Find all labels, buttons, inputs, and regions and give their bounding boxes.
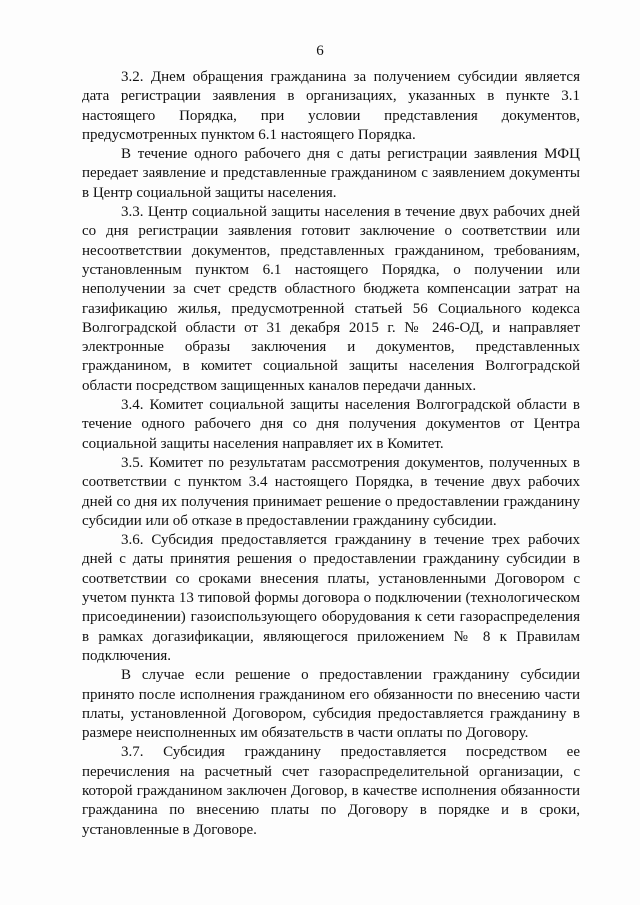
paragraph-partial-payment: В случае если решение о предоставлении гражданину субсидии принято после исполнения гражданином его обязанности по внесению части платы, установленной Договором, субсидия предоставляется гражданину в размере неисполненных им обязательств в части оплаты по Договору. [82, 667, 580, 742]
paragraph-3-4: 3.4. Комитет социальной защиты населения Волгоградской области в течение одного рабочего дня со дня получения документов от Центра социальной защиты населения направляет их в Комитет. [82, 397, 580, 452]
paragraph-3-6: 3.6. Субсидия предоставляется гражданину в течение трех рабочих дней с даты принятия решения о предоставлении гражданину субсидии в соответствии со сроками внесения платы, установленными Договором с учетом пункта 13 типовой формы договора о подключении (технологическом присоединении) газоиспользующего оборудования к сети газораспределения в рамках догазификации, являющегося приложением № 8 к Правилам подключения. [82, 532, 580, 664]
document-body [82, 68, 580, 840]
paragraph-3-7: 3.7. Субсидия гражданину предоставляется посредством ее перечисления на расчетный счет газораспределительной организации, с которой гражданином заключен Договор, в качестве исполнения обязанности гражданина по внесению платы по Договору в порядке и в сроки, установленные в Договоре. [82, 744, 580, 838]
paragraph-3-5: 3.5. Комитет по результатам рассмотрения документов, полученных в соответствии с пунктом 3.4 настоящего Порядка, в течение двух рабочих дней со дня их получения принимает решение о предоставлении гражданину субсидии или об отказе в предоставлении гражданину субсидии. [82, 454, 580, 529]
page-number: 6 [316, 43, 324, 59]
paragraph-mfc-transfer: В течение одного рабочего дня с даты регистрации заявления МФЦ передает заявление и представленные гражданином с заявлением документы в Центр социальной защиты населения. [82, 146, 580, 201]
paragraph-3-3: 3.3. Центр социальной защиты населения в течение двух рабочих дней со дня регистрации заявления готовит заключение о соответствии или несоответствии документов, представленных гражданином, требованиям, установленным пунктом 6.1 настоящего Порядка, о получении или неполучении за счет средств областного бюджета компенсации затрат на газификацию жилья, предусмотренной статьей 56 Социального кодекса Волгоградской области от 31 декабря 2015 г. № 246-ОД, и направляет электронные образы заключения и документов, представленных гражданином, в комитет социальной защиты населения Волгоградской области посредством защищенных каналов передачи данных. [82, 204, 580, 394]
paragraph-3-2: 3.2. Днем обращения гражданина за получением субсидии является дата регистрации заявления в организациях, указанных в пункте 3.1 настоящего Порядка, при условии представления документов, предусмотренных пунктом 6.1 настоящего Порядка. [82, 69, 580, 143]
